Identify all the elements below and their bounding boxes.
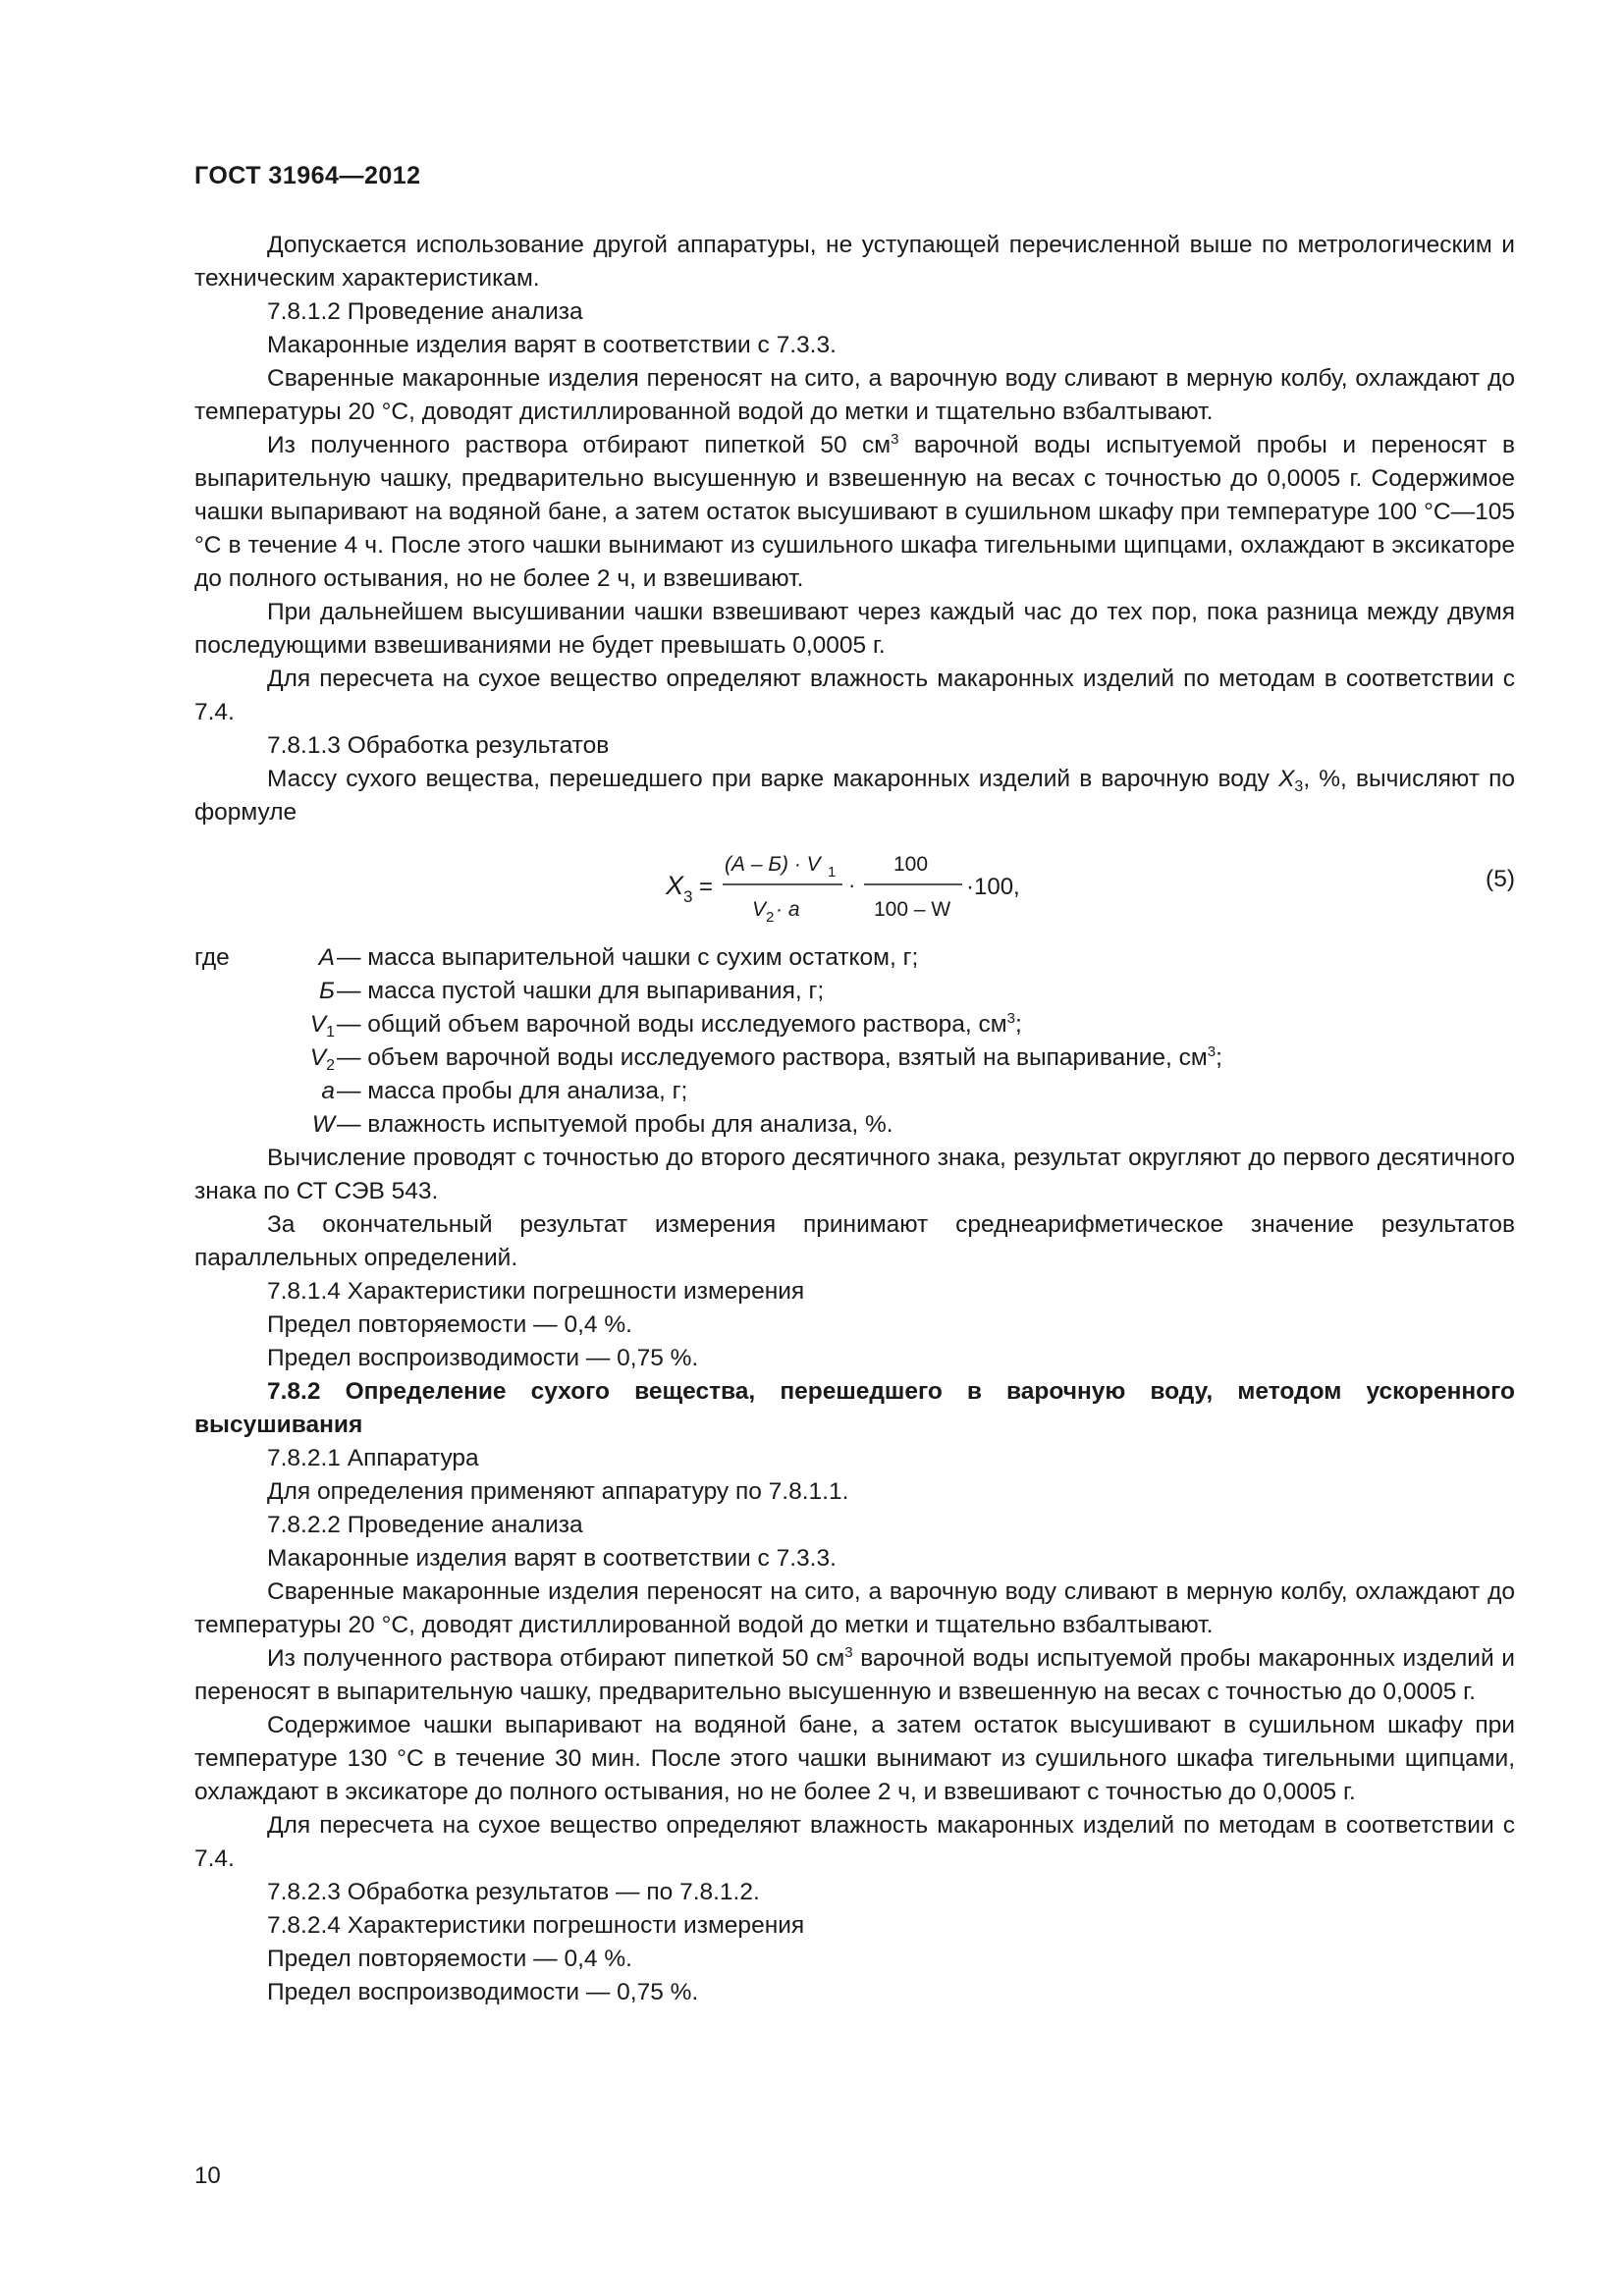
paragraph: Вычисление проводят с точностью до второго десятичного знака, результат округляют до первого десятичного знака по СТ СЭВ 543. (194, 1145, 1515, 1204)
legend-row: где А — масса выпарительной чашки с сухим остатком, г; (194, 944, 919, 971)
paragraph: 7.8.1.3 Обработка результатов (267, 732, 610, 759)
legend-row: $V_1$ — общий объем варочной воды исследуемого раствора, $см^3$; (309, 1010, 1022, 1041)
paragraph: 7.8.2.4 Характеристики погрешности измерения (267, 1912, 805, 1939)
paragraph: Предел воспроизводимости — 0,75 %. (267, 1979, 699, 2005)
formula-lhs: X (666, 871, 684, 900)
formula-graphic (666, 837, 1216, 935)
paragraph: Макаронные изделия варят в соответствии с 7.3.3. (267, 332, 837, 358)
paragraph-mass: Массу сухого вещества, перешедшего при варке макаронных изделий в варочную воду $X_3$, %, вычисляют по формуле (194, 766, 1515, 826)
formula-den1-tail: · a (776, 898, 800, 921)
document-header: ГОСТ 31964—2012 (194, 162, 421, 189)
formula-dot: · (848, 873, 856, 897)
paragraph: 7.8.2.2 Проведение анализа (267, 1512, 583, 1538)
paragraph: За окончательный результат измерения принимают среднеарифметическое значение результатов параллельных определений. (194, 1211, 1515, 1271)
paragraph: Сваренные макаронные изделия переносят на сито, а варочную воду сливают в мерную колбу, охлаждают до температуры 20 °С, доводят дистиллированной водой до метки и тщательно взбалтывают. (194, 365, 1515, 425)
paragraph: Для пересчета на сухое вещество определяют влажность макаронных изделий по методам в соответствии с 7.4. (194, 1812, 1515, 1872)
paragraph: При дальнейшем высушивании чашки взвешивают через каждый час до тех пор, пока разница между двумя последующими взвешиваниями не будет превышать 0,0005 г. (194, 599, 1515, 659)
paragraph: Предел повторяемости — 0,4 %. (267, 1946, 632, 1972)
formula-num1-sub: 1 (828, 864, 837, 881)
symbol-legend (194, 941, 1515, 1142)
formula-num1: (А – Б) · V (725, 853, 821, 876)
page-number: 10 (194, 2163, 221, 2189)
formula-tail: ·100, (966, 874, 1020, 900)
formula-den2: 100 – W (874, 898, 951, 921)
formula-5 (194, 837, 1515, 937)
paragraph: 7.8.2.1 Аппаратура (267, 1445, 479, 1471)
formula-den1: V (752, 898, 767, 921)
paragraph: Для определения применяют аппаратуру по 7.8.1.1. (267, 1478, 849, 1505)
paragraph: Макаронные изделия варят в соответствии с 7.3.3. (267, 1545, 837, 1572)
section-heading-7-8-2: 7.8.2 Определение сухого вещества, перешедшего в варочную воду, методом ускоренного высушивания (194, 1378, 1515, 1438)
legend-row: a — масса пробы для анализа, г; (321, 1078, 688, 1104)
document-body (194, 229, 1515, 2009)
paragraph: 7.8.1.4 Характеристики погрешности измерения (267, 1278, 805, 1305)
paragraph: Для пересчета на сухое вещество определяют влажность макаронных изделий по методам в соответствии с 7.4. (194, 666, 1515, 725)
paragraph: Допускается использование другой аппаратуры, не уступающей перечисленной выше по метрологическим и техническим характеристикам. (194, 232, 1515, 292)
paragraph: Сваренные макаронные изделия переносят на сито, а варочную воду сливают в мерную колбу, охлаждают до температуры 20 °С, доводят дистиллированной водой до метки и тщательно взбалтывают. (194, 1578, 1515, 1638)
formula-num2: 100 (893, 853, 929, 876)
formula-lhs-sub: 3 (683, 887, 693, 906)
paragraph: Предел повторяемости — 0,4 %. (267, 1311, 632, 1338)
formula-number: (5) (1486, 866, 1515, 892)
legend-row: Б — масса пустой чашки для выпаривания, г; (319, 978, 825, 1004)
paragraph-pipette-2: Из полученного раствора отбирают пипеткой 50 $см^3$ варочной воды испытуемой пробы макаронных изделий и переносят в выпарительную чашку, предварительно высушенную и взвешенную на весах с точностью до 0,0005 г. (194, 1644, 1515, 1705)
paragraph: 7.8.1.2 Проведение анализа (267, 298, 583, 325)
formula-den1-sub: 2 (766, 909, 775, 926)
legend-row: W — влажность испытуемой пробы для анализа, %. (311, 1111, 893, 1138)
paragraph: Предел воспроизводимости — 0,75 %. (267, 1345, 699, 1371)
formula-eq: = (699, 874, 714, 900)
paragraph-pipette-1: Из полученного раствора отбирают пипеткой 50 $см^3$ варочной воды испытуемой пробы и переносят в выпарительную чашку, предварительно высушенную и взвешенную на весах с точностью до 0,0005 г. Содержимое чашки выпаривают на водяной бане, а затем остаток высушивают в сушильном шкафу при температуре 100 °С—105 °С в течение 4 ч. После этого чашки вынимают из сушильного шкафа тигельными щипцами, охлаждают в эксикаторе до полного остывания, но не более 2 ч, и взвешивают. (194, 431, 1515, 592)
legend-row: $V_2$ — объем варочной воды исследуемого раствора, взятый на выпаривание, $см^3$; (309, 1043, 1222, 1074)
paragraph: Содержимое чашки выпаривают на водяной бане, а затем остаток высушивают в сушильном шкафу при температуре 130 °С в течение 30 мин. После этого чашки вынимают из сушильного шкафа тигельными щипцами, охлаждают в эксикаторе до полного остывания, но не более 2 ч, и взвешивают с точностью до 0,0005 г. (194, 1712, 1515, 1805)
paragraph: 7.8.2.3 Обработка результатов — по 7.8.1.2. (267, 1879, 760, 1905)
